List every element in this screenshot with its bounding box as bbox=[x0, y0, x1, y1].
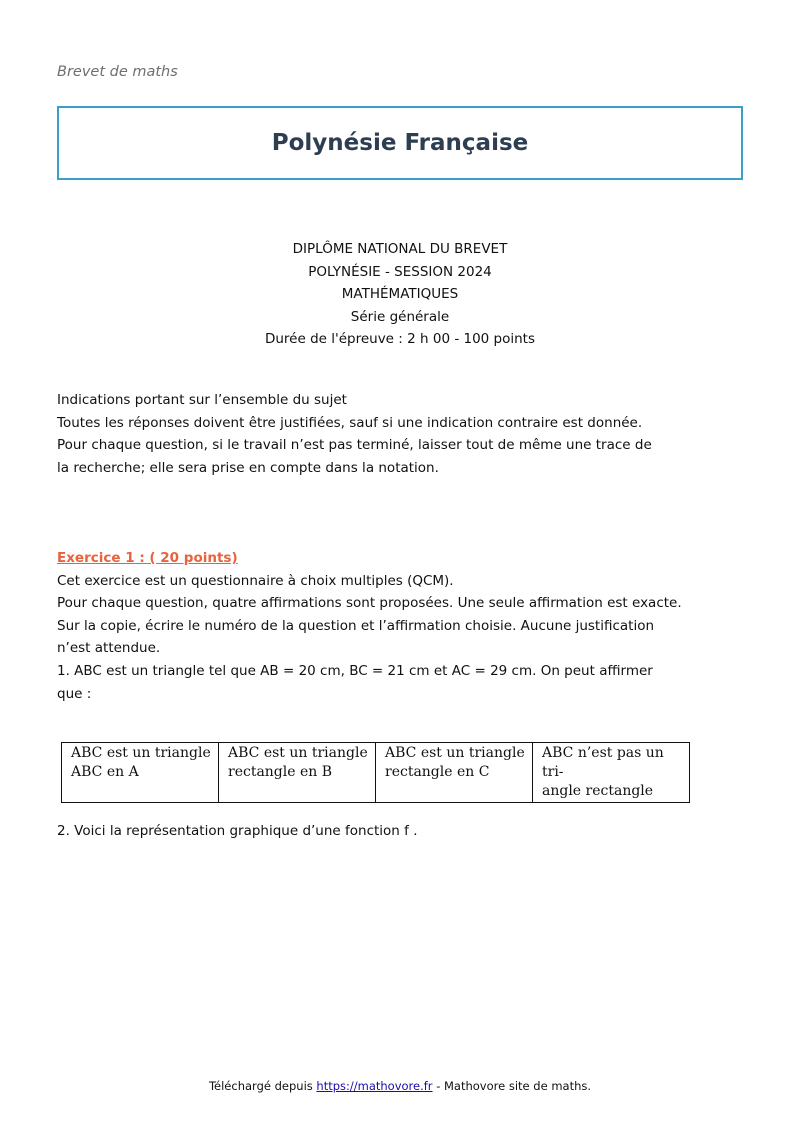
answer-cell-d bbox=[533, 743, 690, 803]
footer bbox=[0, 1078, 800, 1094]
footer-suffix: - Mathovore site de maths. bbox=[436, 1079, 592, 1093]
title-box bbox=[57, 106, 743, 180]
brand-label: Brevet de maths bbox=[57, 64, 178, 80]
answer-cell-b bbox=[219, 743, 376, 803]
answer-b-line-1: ABC est un triangle bbox=[228, 745, 368, 761]
answer-d-line-2: angle rectangle bbox=[542, 783, 654, 799]
qcm-answers-table bbox=[61, 742, 690, 803]
header-line-2: POLYNÉSIE - SESSION 2024 bbox=[308, 263, 492, 280]
exercise-1-line-4: n’est attendue. bbox=[57, 640, 161, 657]
table-row bbox=[62, 743, 690, 803]
header-line-4: Série générale bbox=[350, 308, 450, 325]
answer-c-line-1: ABC est un triangle bbox=[385, 745, 525, 761]
indications-block bbox=[57, 389, 757, 479]
indications-line-2: Toutes les réponses doivent être justifiées, sauf si une indication contraire est donnée. bbox=[57, 414, 643, 431]
question-2: 2. Voici la représentation graphique d’une fonction f . bbox=[57, 823, 418, 839]
answer-d-line-1: ABC n’est pas un tri- bbox=[542, 745, 664, 780]
answer-cell-c bbox=[376, 743, 533, 803]
header-line-5: Durée de l'épreuve : 2 h 00 - 100 points bbox=[264, 331, 536, 347]
question-1-line-1: 1. ABC est un triangle tel que AB = 20 cm, BC = 21 cm et AC = 29 cm. On peut affirmer bbox=[57, 662, 653, 679]
exercise-1 bbox=[57, 547, 757, 705]
answer-a-line-2: ABC en A bbox=[71, 764, 139, 780]
indications-line-1: Indications portant sur l’ensemble du sujet bbox=[57, 392, 347, 408]
exam-header bbox=[0, 238, 800, 351]
exercise-1-line-1: Cet exercice est un questionnaire à choix multiples (QCM). bbox=[57, 572, 454, 589]
indications-line-3: Pour chaque question, si le travail n’est pas terminé, laisser tout de même une trace de bbox=[57, 437, 652, 454]
answer-c-line-2: rectangle en C bbox=[385, 764, 490, 780]
indications-line-4: la recherche; elle sera prise en compte dans la notation. bbox=[57, 459, 439, 476]
answer-cell-a bbox=[62, 743, 219, 803]
header-line-3: MATHÉMATIQUES bbox=[341, 286, 459, 302]
answer-a-line-1: ABC est un triangle bbox=[71, 745, 211, 761]
footer-link[interactable]: https://mathovore.fr bbox=[316, 1079, 433, 1093]
question-1-line-2: que : bbox=[57, 685, 92, 702]
answer-b-line-2: rectangle en B bbox=[228, 764, 333, 780]
exercise-1-title: Exercice 1 : ( 20 points) bbox=[57, 550, 238, 566]
exercise-1-line-2: Pour chaque question, quatre affirmations sont proposées. Une seule affirmation est exacte. bbox=[57, 595, 682, 612]
header-line-1: DIPLÔME NATIONAL DU BREVET bbox=[292, 241, 508, 257]
footer-prefix: Téléchargé depuis bbox=[208, 1079, 313, 1093]
exercise-1-line-3: Sur la copie, écrire le numéro de la question et l’affirmation choisie. Aucune justification bbox=[57, 617, 655, 634]
page-title: Polynésie Française bbox=[271, 130, 529, 156]
